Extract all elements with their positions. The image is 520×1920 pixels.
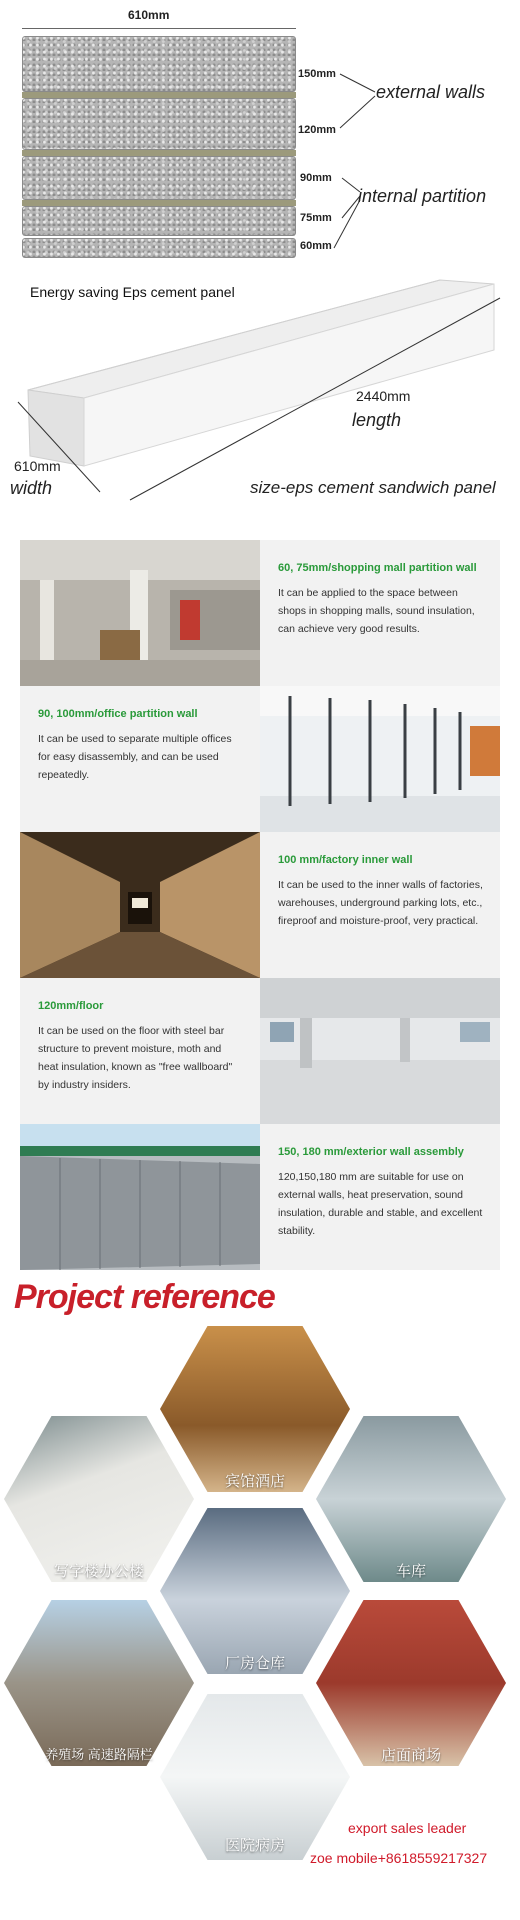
application-card: [20, 978, 260, 1124]
office-label: 写字楼办公楼: [53, 1563, 144, 1580]
panel-75mm: [22, 206, 296, 236]
construction-site-photo: [20, 540, 260, 686]
application-title: 100 mm/factory inner wall: [278, 854, 413, 866]
application-card: [260, 1124, 500, 1270]
exterior-wall-photo: [20, 1124, 260, 1270]
project-reference-title: Project reference: [14, 1278, 275, 1316]
application-title: 90, 100mm/office partition wall: [38, 708, 198, 720]
thickness-label: 120mm: [298, 124, 336, 136]
application-card: [20, 686, 260, 832]
thickness-label: 150mm: [298, 68, 336, 80]
shop-label: 店面商场: [380, 1747, 441, 1764]
office-hexagon: [4, 1416, 194, 1582]
farm-fence-label: 养殖场 高速路隔栏: [45, 1747, 153, 1762]
thickness-label: 75mm: [300, 212, 332, 224]
application-desc: It can be used on the floor with steel bar structure to prevent moisture, moth and heat insulation, known as "free wallboard" by industry insiders.: [38, 1025, 233, 1091]
factory-corridor-photo: [20, 832, 260, 978]
application-desc: It can be used to the inner walls of factories, warehouses, underground parking lots, etc., fireproof and moisture-proof, very practical.: [278, 879, 483, 927]
application-title: 120mm/floor: [38, 1000, 104, 1012]
application-desc: It can be applied to the space between shops in shopping malls, sound insulation, can achieve very good results.: [278, 587, 475, 635]
thickness-label: 90mm: [300, 172, 332, 184]
width-label: width: [10, 478, 53, 498]
empty-floor-photo: [260, 978, 500, 1124]
garage-label: 车库: [395, 1563, 426, 1580]
factory-hexagon: [160, 1508, 350, 1674]
hospital-label: 医院病房: [224, 1837, 285, 1854]
application-desc: 120,150,180 mm are suitable for use on external walls, heat preservation, sound insulation, durable and stable, and excellent stability.: [278, 1171, 483, 1237]
application-desc: It can be used to separate multiple offices for easy disassembly, and can be used repeatedly.: [38, 733, 232, 781]
panel-120mm: [22, 98, 296, 150]
application-card: [260, 540, 500, 686]
size-caption: size-eps cement sandwich panel: [250, 478, 496, 497]
length-value: 2440mm: [356, 388, 411, 404]
application-title: 60, 75mm/shopping mall partition wall: [278, 562, 477, 574]
application-title: 150, 180 mm/exterior wall assembly: [278, 1146, 464, 1158]
office-partition-photo: [260, 686, 500, 832]
pointer-lines: [290, 60, 380, 260]
garage-hexagon: [316, 1416, 506, 1582]
width-value: 610mm: [14, 458, 61, 474]
panel-60mm: [22, 238, 296, 258]
panel-150mm: [22, 36, 296, 92]
application-card: [260, 832, 500, 978]
width-dimension-line: [22, 28, 296, 29]
panel-90mm: [22, 156, 296, 200]
contact-phone: zoe mobile+8618559217327: [310, 1850, 488, 1866]
applications-grid: [20, 540, 500, 1270]
contact-role: export sales leader: [348, 1820, 467, 1836]
sandwich-panel-drawing: [0, 270, 520, 510]
shop-hexagon: [316, 1600, 506, 1766]
external-walls-label: external walls: [376, 82, 486, 102]
panel-width-label: 610mm: [128, 8, 170, 22]
panel-caption: Energy saving Eps cement panel: [30, 284, 235, 300]
internal-partition-label: internal partition: [358, 186, 487, 206]
hotel-label: 宾馆酒店: [224, 1473, 285, 1490]
thickness-label: 60mm: [300, 240, 332, 252]
factory-label: 厂房仓库: [224, 1655, 285, 1672]
farm-fence-hexagon: [4, 1600, 194, 1766]
hotel-hexagon: [160, 1326, 350, 1492]
length-label: length: [352, 410, 402, 430]
